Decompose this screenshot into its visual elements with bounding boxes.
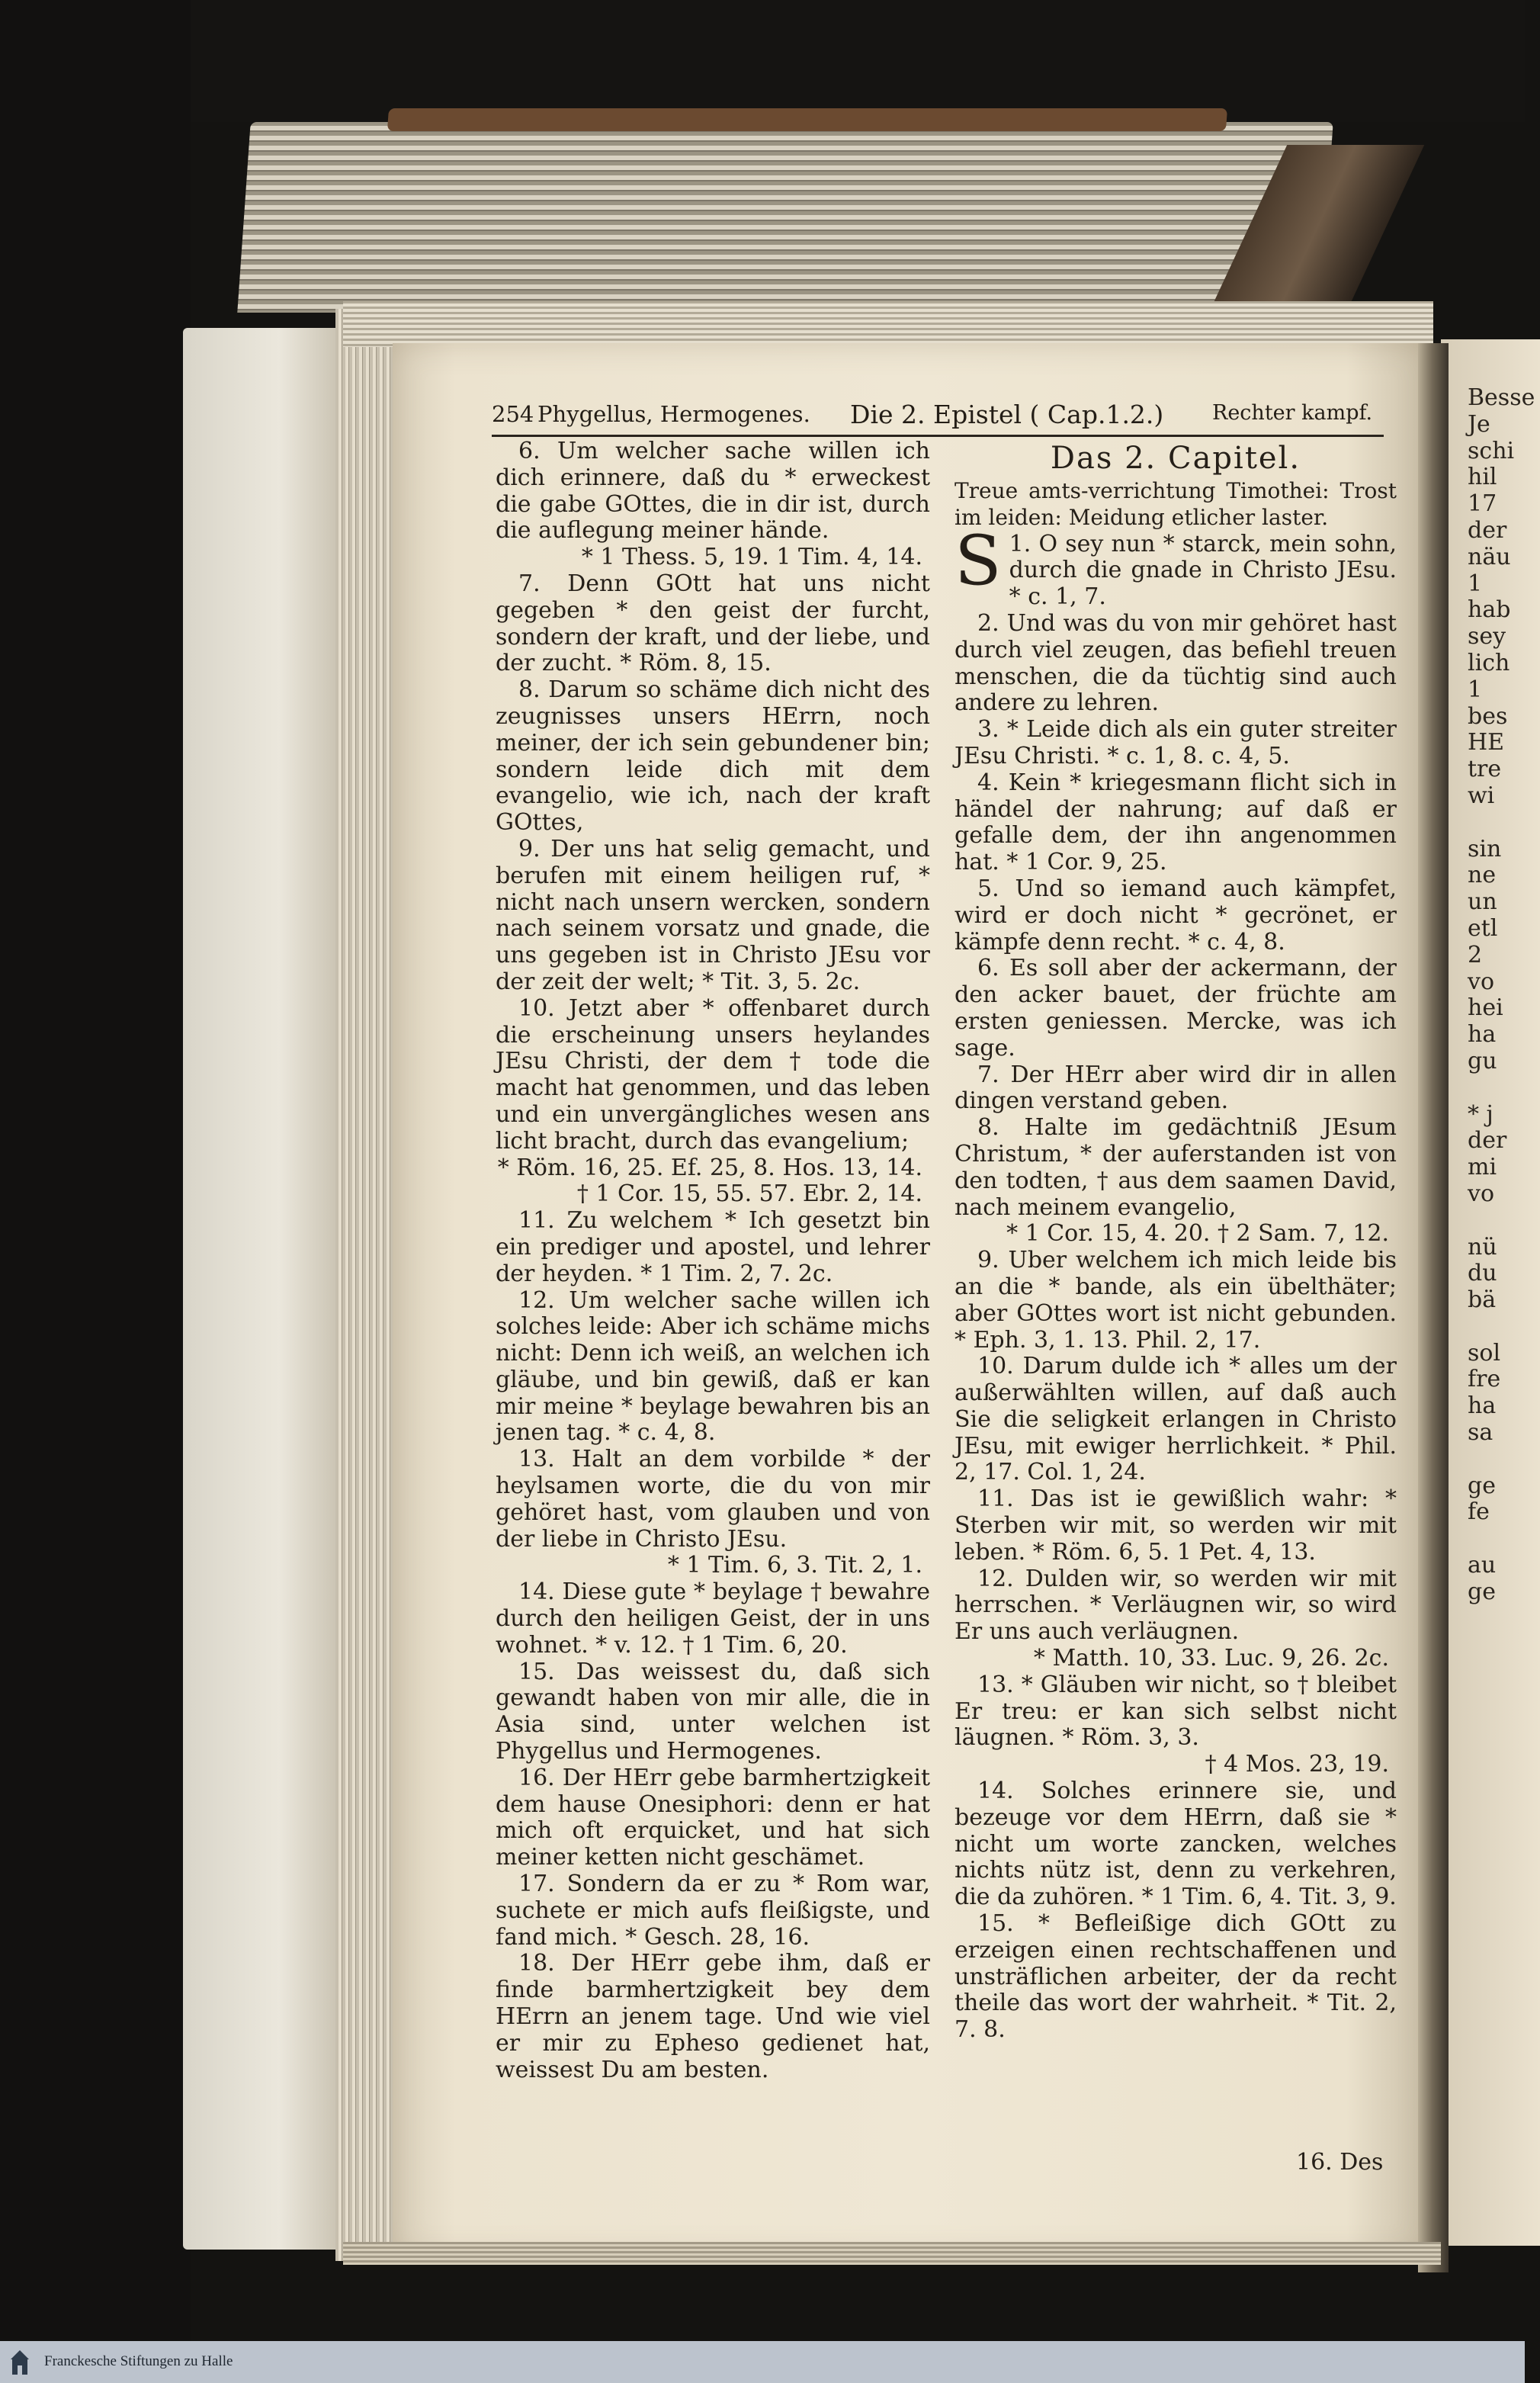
facing-page-fragment: gu <box>1468 1047 1497 1074</box>
facing-page-fragment: bes <box>1468 702 1508 730</box>
facing-page-fragment: 2 <box>1468 941 1483 968</box>
verse: 14. Solches erinnere sie, und bezeuge vor dem HErrn, daß sie * nicht um worte zancken, welches nichts nütz ist, denn zu verkehren, die da zuhören. * 1 Tim. 6, 4. Tit. 3, 9. <box>954 1778 1397 1911</box>
verse: 15. Das weissest du, daß sich gewandt haben von mir alle, die in Asia sind, unter welchen ist Phygellus und Hermogenes. <box>496 1658 930 1765</box>
verse: 15. * Befleißige dich GOtt zu erzeigen einen rechtschaffenen und unsträflichen arbeiter, der da recht theile das wort der wahrheit. * Tit. 2, 7. 8. <box>954 1910 1397 2044</box>
verse: 2. Und was du von mir gehöret hast durch viel zeugen, das befiehl treuen menschen, die da tüchtig sind auch andere zu lehren. <box>954 609 1397 717</box>
verse: 9. Uber welchem ich mich leide bis an die * bande, als ein übelthäter; aber GOttes wort ist nicht gebunden. * Eph. 3, 1. 13. Phil. 2, 17. <box>954 1247 1397 1354</box>
facing-page-fragment: näu <box>1468 543 1511 570</box>
facing-page-fragment: un <box>1468 888 1497 916</box>
facing-page-fragment: hab <box>1468 596 1511 624</box>
chapter-summary: Treue amts-verrichtung Timothei: Trost im leiden: Meidung etlicher laster. <box>954 478 1397 530</box>
running-title-center: Die 2. Epistel ( Cap.1.2.) <box>850 400 1164 429</box>
first-verse-number: 1. <box>1009 530 1031 557</box>
facing-page-fragment: lich <box>1468 649 1510 676</box>
verse: 17. Sondern da er zu * Rom war, suchete er mich aufs fleißigste, und fand mich. * Gesch. 28, 16. <box>496 1871 930 1951</box>
facing-page-fragment: wi <box>1468 782 1495 809</box>
verse: 14. Diese gute * beylage † bewahre durch den heiligen Geist, der in uns wohnet. * v. 12. † 1 Tim. 6, 20. <box>496 1578 930 1659</box>
verse: 13. * Gläuben wir nicht, so † bleibet Er treu: er kan sich selbst nicht läugnen. * Röm. 3, 3. <box>954 1671 1397 1752</box>
facing-page-fragment: du <box>1468 1260 1497 1287</box>
facing-page-fragment: vo <box>1468 1180 1495 1207</box>
facing-page-fragment: Je <box>1468 410 1490 438</box>
facing-page-fragment: 17 <box>1468 490 1497 518</box>
catchword: 16. Des <box>1296 2149 1384 2176</box>
facing-page-fragment: sa <box>1468 1419 1493 1447</box>
crest-icon <box>9 2349 30 2376</box>
cross-reference: † 4 Mos. 23, 19. <box>1205 1751 1389 1778</box>
verse: 6. Es soll aber der ackermann, der den acker bauet, der früchte am ersten geniessen. Mercke, was ich sage. <box>954 955 1397 1061</box>
cross-reference: * 1 Cor. 15, 4. 20. † 2 Sam. 7, 12. <box>1006 1220 1389 1248</box>
facing-page-fragment: der <box>1468 1127 1507 1155</box>
facing-page-fragment: hil <box>1468 464 1497 491</box>
page-number: 254 <box>492 401 534 427</box>
verse: 18. Der HErr gebe ihm, daß er finde barmhertzigkeit bey dem HErrn an jenem tage. Und wie viel er mir zu Epheso gedienet hat, weissest Du am besten. <box>496 1950 930 2083</box>
facing-page-fragment: hei <box>1468 994 1503 1022</box>
verse: 5. Und so iemand auch kämpfet, wird er doch nicht * gecrönet, er kämpfe denn recht. * c. 4, 8. <box>954 875 1397 955</box>
facing-page-fragment: ne <box>1468 862 1497 889</box>
facing-page-fragment <box>1468 1447 1529 1473</box>
cross-reference: * 1 Thess. 5, 19. 1 Tim. 4, 14. <box>581 544 922 571</box>
background-left <box>0 0 191 2341</box>
facing-page-fragment: vo <box>1468 968 1495 995</box>
facing-page-fragment: sey <box>1468 623 1506 650</box>
cross-reference: * Röm. 16, 25. Ef. 25, 8. Hos. 13, 14. † 1 Cor. 15, 55. 57. Ebr. 2, 14. <box>497 1154 922 1208</box>
verse: 8. Halte im gedächtniß JEsum Christum, * der auferstanden ist von den todten, † aus dem saamen David, nach meinem evangelio, <box>954 1114 1397 1221</box>
cross-reference: * 1 Tim. 6, 3. Tit. 2, 1. <box>667 1552 922 1579</box>
first-verse <box>954 520 1397 611</box>
page-edges-top <box>343 301 1433 347</box>
facing-page-fragment: schi <box>1468 437 1515 464</box>
chapter-title: Das 2. Capitel. <box>1050 441 1301 476</box>
facing-page-fragment <box>1468 1314 1529 1341</box>
facing-page-fragment <box>1468 810 1529 837</box>
facing-page-fragment: fe <box>1468 1498 1490 1526</box>
running-title-left: Phygellus, Hermogenes. <box>537 401 810 427</box>
footer-bar <box>0 2341 1525 2383</box>
facing-page-fragment: Besse <box>1468 384 1535 411</box>
facing-page-fragment <box>1468 1526 1529 1553</box>
facing-page-fragment: ge <box>1468 1472 1496 1499</box>
first-verse-text: O sey nun * starck, mein sohn, durch die gnade in Christo JEsu. * c. 1, 7. <box>1009 530 1397 611</box>
running-header <box>492 397 1384 437</box>
verse: 8. Darum so schäme dich nicht des zeugnisses unsers HErrn, noch meiner, der ich sein gebundener bin; sondern leide dich mit dem evangelio, wie ich, nach der kraft GOttes, <box>496 676 930 837</box>
footer-credit: Franckesche Stiftungen zu Halle <box>44 2353 233 2369</box>
verse: 11. Das ist ie gewißlich wahr: * Sterben wir mit, so werden wir mit leben. * Röm. 6, 5. 1 Pet. 4, 13. <box>954 1485 1397 1566</box>
verse: 16. Der HErr gebe barmhertzigkeit dem hause Onesiphori: denn er hat mich oft erquicket, und hat sich meiner ketten nicht geschämet. <box>496 1764 930 1871</box>
verse: 12. Um welcher sache willen ich solches leide: Aber ich schäme michs nicht: Denn ich weiß, an welchen ich gläube, und bin gewiß, daß er kan mir meine * beylage bewahren bis an jenen tag. * c. 4, 8. <box>496 1286 930 1447</box>
facing-page-fragment: ge <box>1468 1578 1496 1605</box>
facing-page-fragment: ha <box>1468 1021 1497 1049</box>
facing-page-fragment: der <box>1468 516 1507 544</box>
facing-page-fragment: ha <box>1468 1392 1497 1420</box>
page-gutter <box>1418 343 1449 2272</box>
facing-page-fragment: 1 <box>1468 570 1483 597</box>
book-top-edge <box>237 122 1333 313</box>
facing-page-fragment: 1 <box>1468 676 1483 703</box>
facing-page-fragment: * j <box>1468 1100 1493 1128</box>
verse: 9. Der uns hat selig gemacht, und berufen mit einem heiligen ruf, * nicht nach unsern wercken, sondern nach seinem vorsatz und gnade, die uns gegeben ist in Christo JEsu vor der zeit der welt; * Tit. 3, 5. 2c. <box>496 835 930 995</box>
dropcap-initial: S <box>954 520 1002 601</box>
facing-page-fragment: nü <box>1468 1233 1497 1261</box>
verse: 11. Zu welchem * Ich gesetzt bin ein prediger und apostel, und lehrer der heyden. * 1 Tim. 2, 7. 2c. <box>496 1207 930 1287</box>
right-verses <box>954 611 1397 2044</box>
cross-reference: * Matth. 10, 33. Luc. 9, 26. 2c. <box>1033 1645 1389 1672</box>
facing-page-fragment: bä <box>1468 1286 1497 1314</box>
book-cover-left <box>183 328 343 2250</box>
verse: 3. * Leide dich als ein guter streiter JEsu Christi. * c. 1, 8. c. 4, 5. <box>954 716 1397 769</box>
verse: 7. Der HErr aber wird dir in allen dingen verstand geben. <box>954 1061 1397 1115</box>
running-title-right: Rechter kampf. <box>1212 401 1373 425</box>
right-text-column <box>954 438 1397 2044</box>
facing-page-fragment: sin <box>1468 835 1502 862</box>
page-edges-bottom <box>343 2242 1441 2265</box>
verse: 13. Halt an dem vorbilde * der heylsamen worte, die du von mir gehöret hast, vom glauben und von der liebe in Christo JEsu. <box>496 1446 930 1553</box>
facing-page-fragment: fre <box>1468 1366 1501 1393</box>
facing-page-fragment: au <box>1468 1552 1497 1579</box>
facing-page-fragment <box>1468 1208 1529 1235</box>
verse: 12. Dulden wir, so werden wir mit herrschen. * Verläugnen wir, so wird Er uns auch verläugnen. <box>954 1565 1397 1646</box>
facing-page-fragment: etl <box>1468 914 1498 942</box>
facing-page-fragment <box>1468 1075 1529 1102</box>
verse: 10. Darum dulde ich * alles um der außerwählten willen, auf daß auch Sie die seligkeit erlangen in Christo JEsu, mit ewiger herrlichkeit. * Phil. 2, 17. Col. 1, 24. <box>954 1353 1397 1486</box>
verse: 10. Jetzt aber * offenbaret durch die erscheinung unsers heylandes JEsu Christi, der dem † tode die macht hat genommen, und das leben und ein unvergängliches wesen ans licht bracht, durch das evangelium; <box>496 994 930 1155</box>
background-top <box>0 0 1525 122</box>
facing-page-text <box>1468 384 1535 1606</box>
verse: 4. Kein * kriegesmann flicht sich in händel der nahrung; auf daß er gefalle dem, der ihn angenommen hat. * 1 Cor. 9, 25. <box>954 769 1397 876</box>
verse: 6. Um welcher sache willen ich dich erinnere, daß du * erweckest die gabe GOttes, die in dir ist, durch die auflegung meiner hände. <box>496 438 930 544</box>
left-text-column <box>496 438 930 2083</box>
facing-page-fragment: tre <box>1468 756 1502 783</box>
verse: 7. Denn GOtt hat uns nicht gegeben * den geist der furcht, sondern der kraft, und der liebe, und der zucht. * Röm. 8, 15. <box>496 570 930 677</box>
facing-page-fragment: sol <box>1468 1339 1501 1367</box>
facing-page-fragment: mi <box>1468 1154 1497 1181</box>
facing-page-fragment: HE <box>1468 729 1505 756</box>
